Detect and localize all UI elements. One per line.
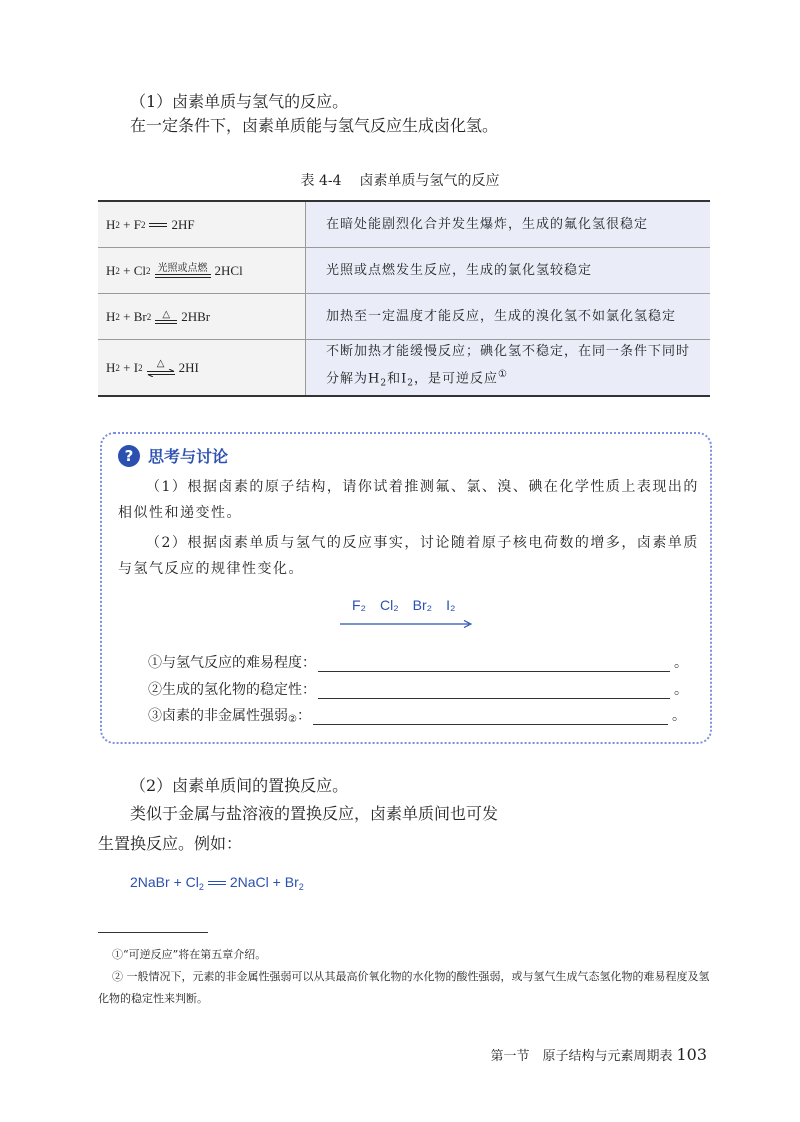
section2-intro-line1: 类似于金属与盐溶液的置换反应，卤素单质间也可发 — [130, 804, 499, 823]
heat-triangle-icon: △ — [156, 358, 165, 369]
footnote-divider — [98, 932, 208, 933]
table-title: 卤素单质与氢气的反应 — [359, 173, 500, 189]
trend-arrow-icon — [340, 620, 472, 628]
equals-sign — [149, 223, 167, 227]
table-row-br2 — [98, 294, 710, 340]
series-br2: Br₂ — [412, 597, 433, 613]
reversible-heat — [147, 358, 175, 377]
footnote-1: ①“可逆反应”将在第五章介绍。 — [112, 948, 267, 961]
description-cl2: 光照或点燃发生反应，生成的氯化氢较稳定 — [306, 248, 710, 293]
table-caption — [0, 170, 800, 190]
footer-section: 第一节 原子结构与元素周期表 — [490, 1049, 673, 1064]
equation-cl2: H 2 + Cl 2 光照或点燃 2HCl — [98, 248, 306, 293]
section2-intro-line2: 生置换反应。例如： — [98, 834, 243, 853]
blank-row-2: ②生成的氢化物的稳定性： 。 — [148, 682, 688, 698]
heat-equals — [155, 309, 177, 324]
footnote-ref-1: ① — [498, 368, 508, 380]
table-row-cl2 — [98, 248, 710, 294]
question-2: （2）根据卤素单质与氢气的反应事实，讨论随着原子核电荷数的增多，卤素单质与氢气反应的规律性变化。 — [118, 535, 699, 577]
answer-blank-3[interactable] — [313, 711, 668, 725]
page-footer — [490, 1045, 707, 1064]
question-1: （1）根据卤素的原子结构，请你试着推测氟、氯、溴、碘在化学性质上表现出的相似性和递变性。 — [118, 479, 699, 521]
heat-triangle-icon: △ — [162, 309, 171, 320]
footnote-ref-2: ② — [288, 714, 297, 725]
table-row-i2 — [98, 340, 710, 395]
equation-i2: H 2 + I 2 △ 2HI — [98, 340, 306, 395]
equals-sign — [208, 881, 226, 885]
section1-intro: 在一定条件下，卤素单质能与氢气反应生成卤化氢。 — [130, 116, 499, 135]
equation-f2: H 2 + F 2 2HF — [98, 202, 306, 247]
description-i2: 不断加热才能缓慢反应；碘化氢不稳定，在同一条件下同时分解为$H_2$和$I_2$，是可逆反应① — [306, 340, 710, 395]
table-number: 表 4-4 — [300, 173, 342, 189]
section1-heading: （1）卤素单质与氢气的反应。 — [130, 92, 349, 111]
reaction-table — [98, 200, 710, 397]
footnote-2: ② 一般情况下，元素的非金属性强弱可以从其最高价氧化物的水化物的酸性强弱，或与氢气生成气态氢化物的难易程度及氢化物的稳定性来判断。 — [98, 970, 710, 1005]
halogen-series — [352, 597, 455, 613]
description-f2: 在暗处能剧烈化合并发生爆炸，生成的氟化氢很稳定 — [306, 202, 710, 247]
condition-label: 光照或点燃 — [157, 263, 208, 274]
replacement-equation: 2NaBr + $Cl_2$ 2NaCl + $Br_2$ — [130, 874, 304, 892]
series-f2: F₂ — [352, 597, 366, 613]
answer-blank-2[interactable] — [318, 685, 670, 699]
blank-row-3: ③卤素的非金属性强弱 $_②$ ： 。 — [148, 708, 686, 725]
description-br2: 加热至一定温度才能反应，生成的溴化氢不如氯化氢稳定 — [306, 294, 710, 339]
reversible-arrow-icon — [147, 369, 175, 377]
section2-heading: （2）卤素单质间的置换反应。 — [130, 776, 349, 795]
equation-br2: H 2 + Br 2 △ 2HBr — [98, 294, 306, 339]
answer-blank-1[interactable] — [318, 658, 670, 672]
table-row-f2 — [98, 202, 710, 248]
series-cl2: Cl₂ — [380, 597, 399, 613]
condition-equals — [155, 263, 211, 278]
page-number: 103 — [676, 1045, 707, 1064]
series-i2: I₂ — [446, 597, 456, 613]
think-header — [118, 444, 228, 467]
blank-row-1: ①与氢气反应的难易程度： 。 — [148, 655, 688, 671]
question-icon: ? — [118, 445, 140, 467]
think-title: 思考与讨论 — [148, 447, 229, 466]
